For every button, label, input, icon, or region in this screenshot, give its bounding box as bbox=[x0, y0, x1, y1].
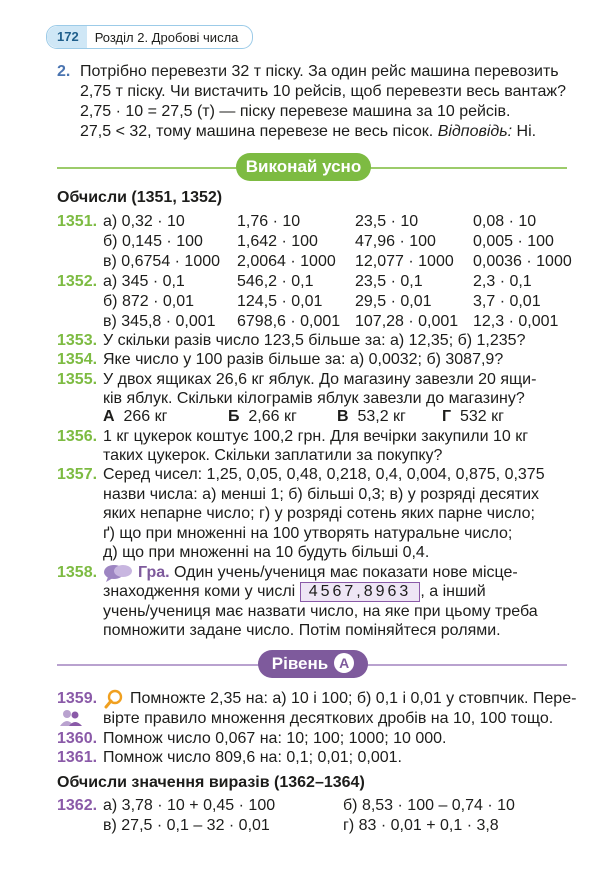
game-label: Гра. bbox=[138, 564, 170, 581]
answer-option: Б 2,66 кг bbox=[228, 408, 297, 425]
exercise-text: Серед чисел: 1,25, 0,05, 0,48, 0,218, 0,4, 0,004, 0,875, 0,375 bbox=[103, 466, 545, 483]
expression: а) 3,78 · 10 + 0,45 · 100 bbox=[103, 797, 276, 814]
exercise-text: У двох ящиках 26,6 кг яблук. До магазину завезли 20 ящи- bbox=[103, 371, 537, 388]
expression: 546,2 · 0,1 bbox=[237, 273, 314, 290]
expression: б) 872 · 0,01 bbox=[103, 293, 194, 310]
exercise-number: 1357. bbox=[57, 466, 98, 483]
expression: 0,0036 · 1000 bbox=[473, 253, 572, 270]
section-heading: Обчисли значення виразів (1362–1364) bbox=[57, 774, 365, 791]
section-title: Розділ 2. Дробові числа bbox=[94, 29, 239, 45]
exercise-text: Яке число у 100 разів більше за: а) 0,0032; б) 3087,9? bbox=[103, 351, 504, 368]
expression: б) 0,145 · 100 bbox=[103, 233, 203, 250]
expression: 124,5 · 0,01 bbox=[237, 293, 323, 310]
banner-oral: Виконай усно bbox=[236, 153, 371, 181]
exercise-text: Помножте 2,35 на: а) 10 і 100; б) 0,1 і 0,01 у стовпчик. Пере- bbox=[130, 690, 577, 707]
answer-option: Г 532 кг bbox=[442, 408, 504, 425]
exercise-number: 1355. bbox=[57, 371, 98, 388]
expression: 1,76 · 10 bbox=[237, 213, 301, 230]
expression: б) 8,53 · 100 – 0,74 · 10 bbox=[343, 797, 515, 814]
expression: 47,96 · 100 bbox=[355, 233, 436, 250]
exercise-text: помножити задане число. Потім поміняйтеся ролями. bbox=[103, 622, 501, 639]
expression: 107,28 · 0,001 bbox=[355, 313, 459, 330]
pair-work-icon bbox=[59, 709, 83, 727]
exercise-text: Помнож число 809,6 на: 0,1; 0,01; 0,001. bbox=[103, 749, 402, 766]
expression: 6798,6 · 0,001 bbox=[237, 313, 341, 330]
expression: 23,5 · 10 bbox=[355, 213, 419, 230]
expression: 29,5 · 0,01 bbox=[355, 293, 432, 310]
exercise-text: Помнож число 0,067 на: 10; 100; 1000; 10 000. bbox=[103, 730, 447, 747]
section-heading: Обчисли (1351, 1352) bbox=[57, 189, 223, 206]
page-header bbox=[46, 25, 253, 49]
exercise-text: ґ) що при множенні на 100 утворять натуральне число; bbox=[103, 525, 513, 542]
exercise-text: 1 кг цукерок коштує 100,2 грн. Для вечірки закупили 10 кг bbox=[103, 428, 529, 445]
example-line: 27,5 < 32, тому машина перевезе не весь пісок. Відповідь: Ні. bbox=[80, 123, 537, 140]
banner-level: Рівень А bbox=[258, 650, 368, 678]
example-line: Потрібно перевезти 32 т піску. За один рейс машина перевозить bbox=[80, 63, 559, 80]
exercise-text: Гра. Один учень/учениця має показати нове місце- bbox=[138, 564, 518, 581]
expression: 0,005 · 100 bbox=[473, 233, 554, 250]
exercise-number: 1354. bbox=[57, 351, 98, 368]
expression: в) 27,5 · 0,1 – 32 · 0,01 bbox=[103, 817, 270, 834]
exercise-text: вірте правило множення десяткових дробів на 10, 100 тощо. bbox=[103, 710, 554, 727]
exercise-number: 1362. bbox=[57, 797, 98, 814]
number-box: 4567,8963 bbox=[300, 582, 421, 602]
exercise-number: 1361. bbox=[57, 749, 98, 766]
exercise-text: ків яблук. Скільки кілограмів яблук завезли до магазину? bbox=[103, 390, 525, 407]
answer-value: Ні. bbox=[516, 123, 537, 140]
answer-option: В 53,2 кг bbox=[337, 408, 406, 425]
answer-option: А 266 кг bbox=[103, 408, 168, 425]
exercise-text: таких цукерок. Скільки заплатили за покупку? bbox=[103, 447, 443, 464]
exercise-text: назви числа: а) менші 1; б) більші 0,3; в) у розряді десятих bbox=[103, 486, 540, 503]
exercise-text: У скільки разів число 123,5 більше за: а) 12,35; б) 1,235? bbox=[103, 332, 526, 349]
expression: в) 345,8 · 0,001 bbox=[103, 313, 216, 330]
speech-bubbles-icon bbox=[103, 563, 133, 583]
exercise-number: 1358. bbox=[57, 564, 98, 581]
expression: 12,077 · 1000 bbox=[355, 253, 454, 270]
exercise-number: 1352. bbox=[57, 273, 98, 290]
exercise-text: яких непарне число; г) у розряді сотень яких парне число; bbox=[103, 505, 535, 522]
expression: г) 83 · 0,01 + 0,1 · 3,8 bbox=[343, 817, 499, 834]
expression: а) 0,32 · 10 bbox=[103, 213, 185, 230]
expression: 3,7 · 0,01 bbox=[473, 293, 541, 310]
page-number: 172 bbox=[47, 26, 87, 48]
example-line: 2,75 т піску. Чи вистачить 10 рейсів, щоб перевезти весь вантаж? bbox=[80, 83, 566, 100]
example-line: 2,75 · 10 = 27,5 (т) — піску перевезе машина за 10 рейсів. bbox=[80, 103, 511, 120]
expression: а) 345 · 0,1 bbox=[103, 273, 185, 290]
exercise-text: знаходження коми у числі 4567,8963 , а інший bbox=[103, 583, 486, 600]
expression: 0,08 · 10 bbox=[473, 213, 537, 230]
exercise-number: 1351. bbox=[57, 213, 98, 230]
expression: в) 0,6754 · 1000 bbox=[103, 253, 221, 270]
expression: 23,5 · 0,1 bbox=[355, 273, 423, 290]
exercise-number: 1360. bbox=[57, 730, 98, 747]
exercise-text: д) що при множенні на 10 будуть більші 0,4. bbox=[103, 544, 430, 561]
expression: 1,642 · 100 bbox=[237, 233, 318, 250]
expression: 2,0064 · 1000 bbox=[237, 253, 336, 270]
exercise-text: учень/учениця має назвати число, на яке при цьому треба bbox=[103, 603, 538, 620]
answer-label: Відповідь: bbox=[437, 123, 513, 140]
exercise-number: 1356. bbox=[57, 428, 98, 445]
example-number: 2. bbox=[57, 63, 71, 80]
magnifier-icon bbox=[104, 689, 124, 709]
level-letter: А bbox=[334, 653, 354, 673]
exercise-number: 1359. bbox=[57, 690, 98, 707]
expression: 2,3 · 0,1 bbox=[473, 273, 532, 290]
exercise-number: 1353. bbox=[57, 332, 98, 349]
expression: 12,3 · 0,001 bbox=[473, 313, 559, 330]
